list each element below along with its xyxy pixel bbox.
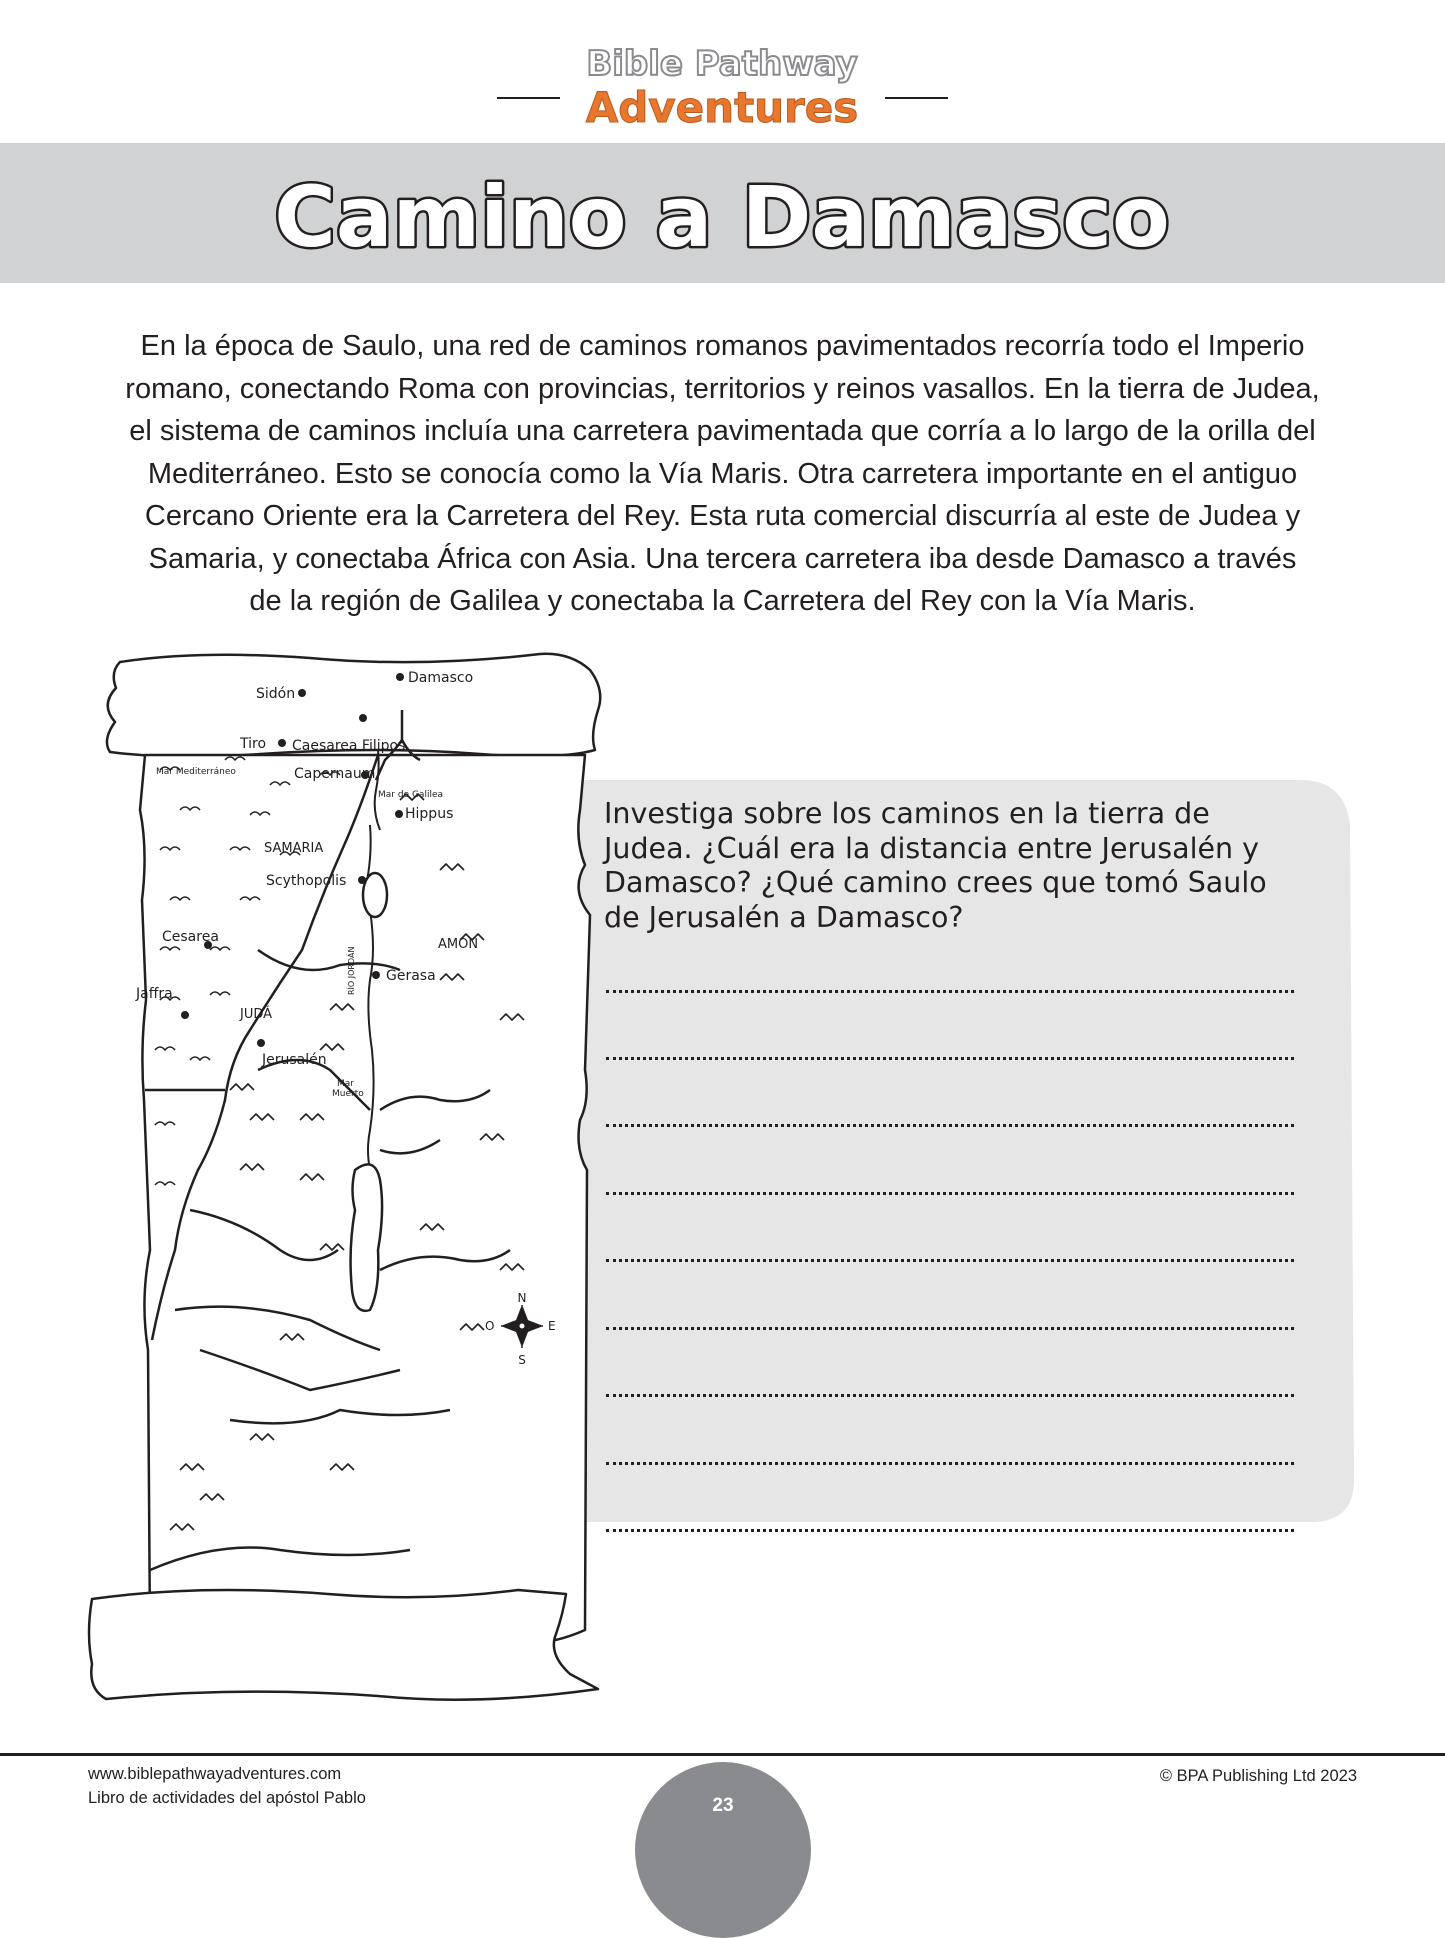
map-label-damasco: Damasco — [408, 670, 474, 686]
compass-o: O — [485, 1319, 495, 1333]
map-label-mar-muerto-1: Mar — [337, 1079, 354, 1089]
map-label-juda: JUDÁ — [240, 1007, 273, 1022]
question-line: de Jerusalén a Damasco? — [604, 900, 964, 934]
brand-logo — [0, 30, 1445, 140]
answer-line[interactable] — [606, 1192, 1294, 1195]
map-label-hippus: Hippus — [405, 806, 454, 822]
intro-line: el sistema de caminos incluía una carretera pavimentada que corría a lo largo de la orilla del — [129, 415, 1316, 447]
map-label-jaffra: Jaffra — [136, 986, 173, 1002]
map-label-rio-jordan: RÍO JORDÁN — [347, 946, 356, 995]
answer-line[interactable] — [606, 990, 1294, 993]
map-label-capernaum: Capernaum — [294, 766, 376, 782]
scroll-map — [80, 650, 640, 1720]
map-label-amon: AMÓN — [438, 937, 479, 952]
intro-line: romano, conectando Roma con provincias, territorios y reinos vasallos. En la tierra de Judea, — [125, 372, 1320, 405]
compass-n: N — [517, 1291, 527, 1305]
question-line: Judea. ¿Cuál era la distancia entre Jerusalén y — [604, 831, 1260, 865]
intro-line: de la región de Galilea y conectaba la Carretera del Rey con la Vía Maris. — [249, 585, 1196, 617]
question-line: Investiga sobre los caminos en la tierra de — [604, 797, 1210, 830]
map-label-mar-galilea: Mar de Galilea — [378, 790, 443, 800]
compass-e: E — [548, 1319, 556, 1333]
scroll-bottom-roll — [89, 1590, 598, 1700]
intro-line: En la época de Saulo, una red de caminos romanos pavimentados recorría todo el Imperio — [140, 330, 1305, 362]
answer-line[interactable] — [606, 1529, 1294, 1532]
map-label-gerasa: Gerasa — [386, 968, 436, 984]
map-label-scythopolis: Scythopolis — [266, 873, 347, 889]
brand-top-text: Bible Pathway — [586, 44, 858, 84]
intro-line: Cercano Oriente era la Carretera del Rey. Esta ruta comercial discurría al este de Judea y — [144, 500, 1301, 532]
answer-line[interactable] — [606, 1057, 1294, 1060]
answer-line[interactable] — [606, 1327, 1294, 1330]
map-label-caesarea-filipos: Caesarea Filipos — [292, 738, 406, 754]
page-number-badge — [635, 1762, 811, 1938]
answer-line[interactable] — [606, 1394, 1294, 1397]
footer-website[interactable]: www.biblepathwayadventures.com — [88, 1765, 342, 1783]
map-label-mar-mediterraneo: Mar Mediterráneo — [156, 767, 236, 777]
brand-bottom-text: Adventures — [585, 83, 859, 132]
footer-book-title: Libro de actividades del apóstol Pablo — [88, 1789, 366, 1807]
answer-line[interactable] — [606, 1124, 1294, 1127]
compass-s: S — [518, 1353, 526, 1367]
intro-line: Mediterráneo. Esto se conocía como la Vía Maris. Otra carretera importante en el antiguo — [147, 457, 1298, 490]
map-label-jerusalen: Jerusalén — [262, 1052, 327, 1068]
map-label-sidon: Sidón — [256, 686, 296, 702]
page-title: Camino a Damasco — [274, 168, 1170, 266]
map-label-mar-muerto-2: Muerto — [332, 1089, 364, 1099]
answer-line[interactable] — [606, 1259, 1294, 1262]
footer-rule — [0, 1753, 1445, 1756]
intro-line: Samaria, y conectaba África con Asia. Una tercera carretera iba desde Damasco a través — [148, 542, 1297, 575]
map-label-samaria: SAMARIA — [264, 841, 324, 856]
page-number: 23 — [712, 1795, 734, 1816]
title-band — [0, 143, 1445, 283]
answer-line[interactable] — [606, 1462, 1294, 1465]
activity-question — [604, 797, 1344, 935]
question-line: Damasco? ¿Qué camino crees que tomó Saulo — [604, 866, 1267, 899]
map-label-tiro: Tiro — [240, 736, 267, 752]
map-label-cesarea: Cesarea — [162, 929, 219, 945]
intro-paragraph — [80, 325, 1365, 623]
footer-copyright: © BPA Publishing Ltd 2023 — [1159, 1767, 1357, 1785]
